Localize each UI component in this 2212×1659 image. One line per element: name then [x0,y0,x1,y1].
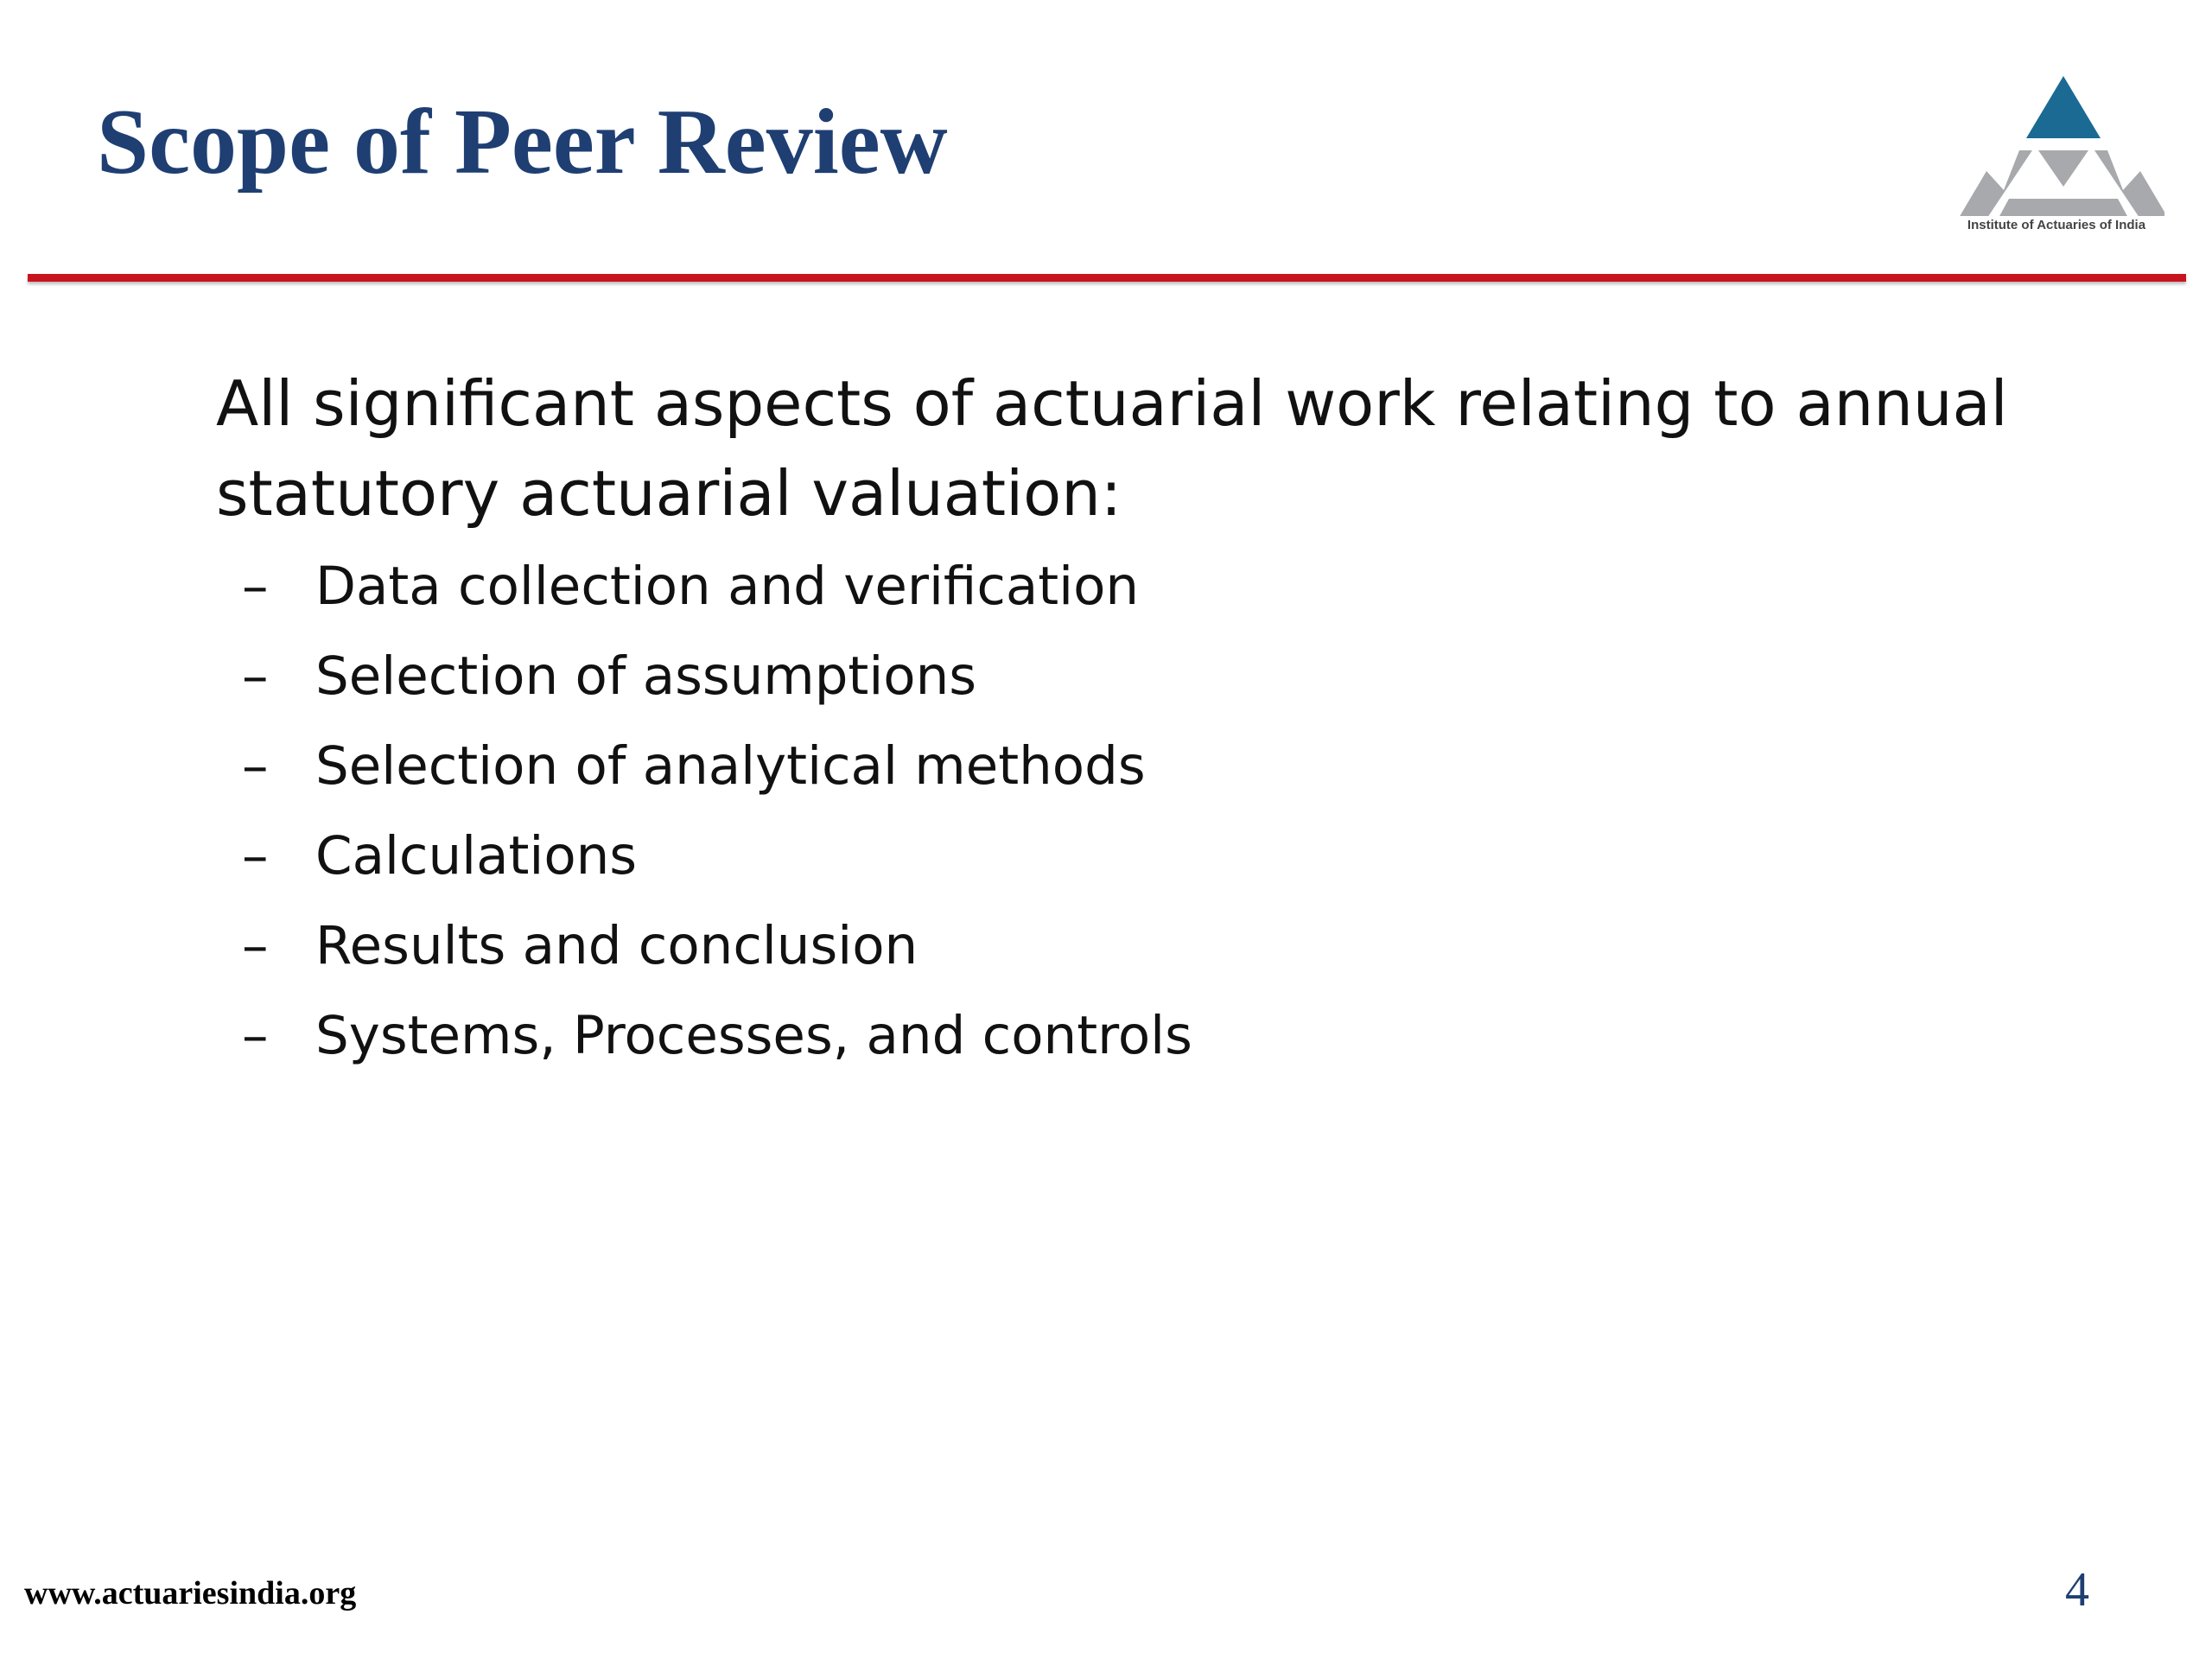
list-item [216,811,2074,901]
slide-body [216,359,2074,1081]
footer-url-link[interactable]: www.actuariesindia.org [24,1575,357,1611]
logo [1948,69,2164,242]
intro-text: All significant aspects of actuarial work relating to annual statutory actuarial valuation: [216,367,2008,530]
dash-marker: – [242,1005,269,1066]
title-divider [28,274,2186,282]
list-item [216,721,2074,811]
list-item [216,542,2074,632]
list-item-text: Systems, Processes, and controls [315,1005,1192,1066]
dash-marker: – [242,735,269,797]
list-item-text: Data collection and verification [315,556,1140,617]
list-item [216,901,2074,991]
logo-caption: Institute of Actuaries of India [1967,218,2146,232]
list-item [216,632,2074,721]
logo-center-triangle [2038,150,2088,187]
slide-title: Scope of Peer Review [97,91,948,194]
list-item-text: Calculations [315,825,638,887]
logo-apex-triangle [2026,76,2101,138]
dash-marker: – [242,556,269,617]
institute-of-actuaries-logo-icon [1948,69,2164,216]
list-item-text: Selection of analytical methods [315,735,1146,797]
scope-list [216,542,2074,1081]
list-item-text: Results and conclusion [315,915,918,976]
list-item-text: Selection of assumptions [315,645,977,707]
logo-base-band [1999,199,2128,216]
dash-marker: – [242,915,269,976]
page-number: 4 [2065,1563,2089,1617]
dash-marker: – [242,825,269,887]
list-item [216,991,2074,1081]
dash-marker: – [242,645,269,707]
